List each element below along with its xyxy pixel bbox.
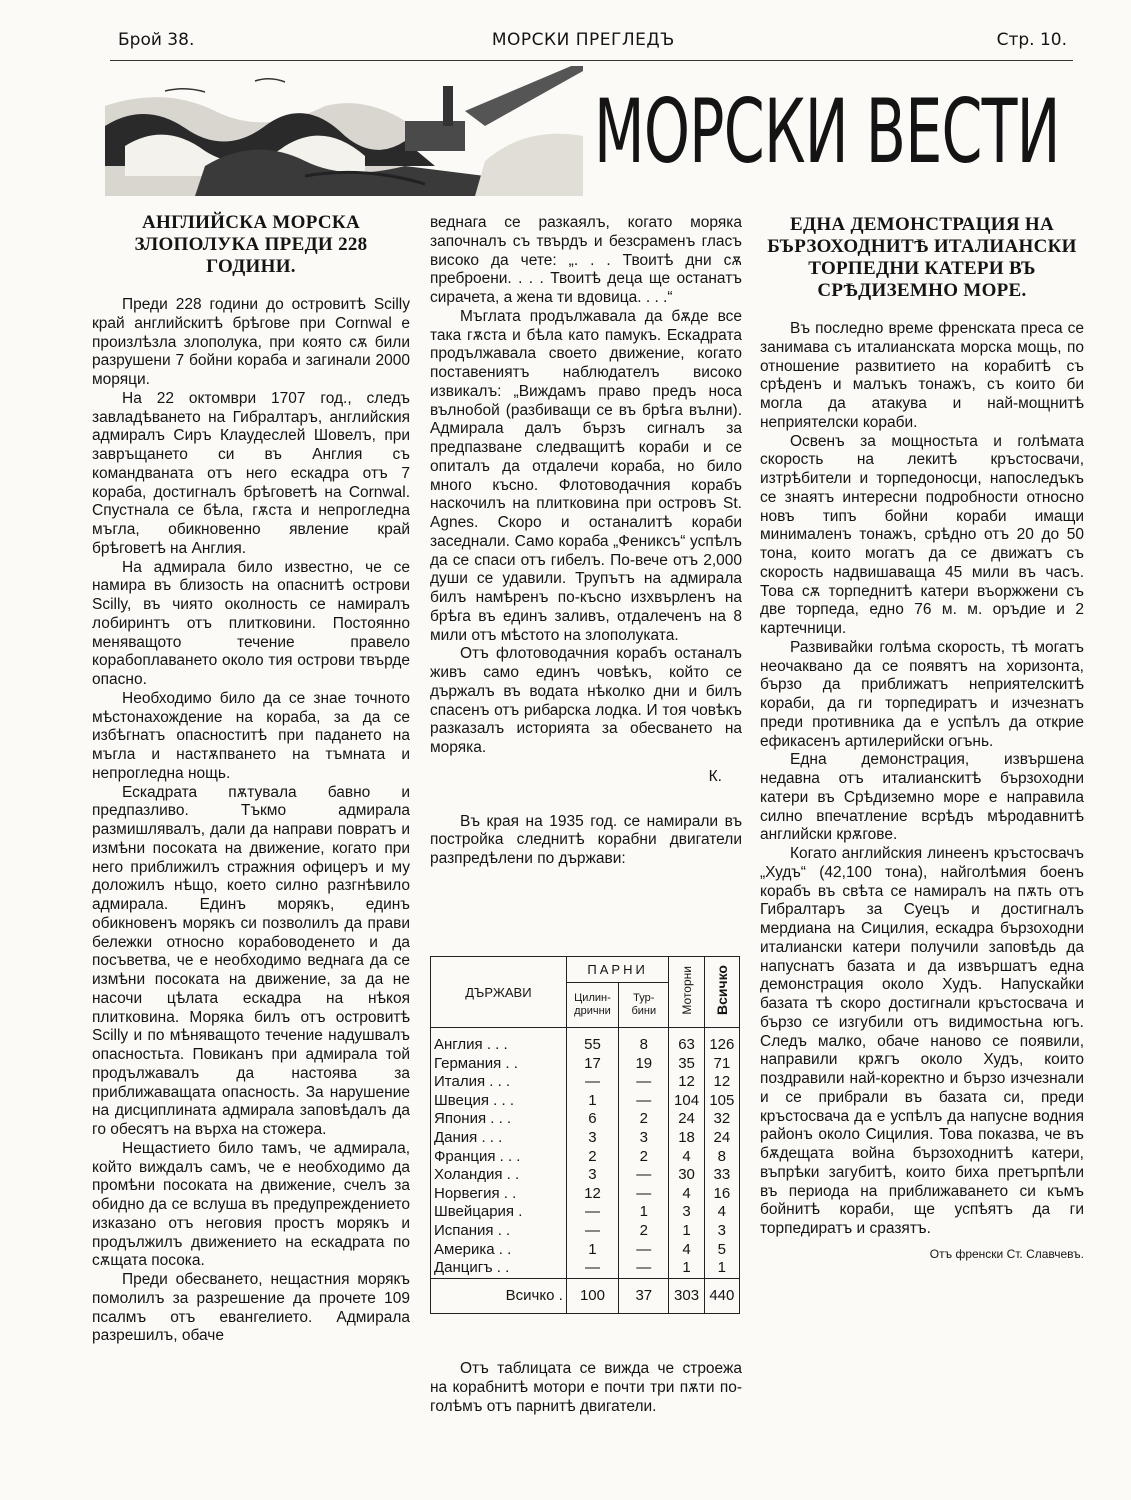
cell-cyl: 3 bbox=[566, 1129, 618, 1148]
total-total: 440 bbox=[704, 1278, 739, 1313]
cell-cyl: — bbox=[566, 1203, 618, 1222]
cell-total: 126 bbox=[704, 1028, 739, 1055]
article-column-1 bbox=[92, 212, 410, 1346]
table-row bbox=[431, 1092, 740, 1111]
cell-country: Италия . . . bbox=[431, 1073, 567, 1092]
cell-turb: 8 bbox=[619, 1028, 669, 1055]
cell-cyl: 55 bbox=[566, 1028, 618, 1055]
total-country: Всичко . bbox=[431, 1278, 567, 1313]
engines-table bbox=[430, 956, 740, 1314]
cell-country: Швеция . . . bbox=[431, 1092, 567, 1111]
cell-motor: 1 bbox=[669, 1222, 704, 1241]
article2-title: ЕДНА ДЕМОНСТРАЦИЯ НА БЪРЗОХОДНИТѢ ИТАЛИАНСКИ ТОРПЕДНИ КАТЕРИ ВЪ СРѢДИЗЕМНО МОРЕ. bbox=[767, 214, 1077, 301]
cell-turb: 19 bbox=[619, 1055, 669, 1074]
table-row bbox=[431, 1129, 740, 1148]
cell-cyl: 6 bbox=[566, 1110, 618, 1129]
table-conclusion: Отъ таблицата се вижда че строежа на корабнитѣ мотори е почти три пѫти по-голѣмъ отъ парнитѣ двигатели. bbox=[430, 1360, 742, 1415]
cell-total: 4 bbox=[704, 1203, 739, 1222]
col-cyl: Цилин-дрични bbox=[566, 983, 618, 1028]
cell-cyl: 2 bbox=[566, 1148, 618, 1167]
cell-motor: 4 bbox=[669, 1185, 704, 1204]
cell-country: Германия . . bbox=[431, 1055, 567, 1074]
total-turb: 37 bbox=[619, 1278, 669, 1313]
cell-cyl: 1 bbox=[566, 1092, 618, 1111]
cell-motor: 35 bbox=[669, 1055, 704, 1074]
cell-country: Холандия . . bbox=[431, 1166, 567, 1185]
paragraph: Когато английския линеенъ кръстосвачъ „Худъ“ (42,100 тона), найголѣмия боенъ корабъ въ свѣта се намиралъ на пѫть отъ Гибралтаръ за Суецъ и достигналъ мердиана на Сицилия, ескадра бързоходни италиански катери получили заповѣдь да напуснатъ базата и да извършатъ една демонстрация около Худъ. Напускайки базата тѣ скоро достигнали кръстосвача и бързо се изгубили отъ видимостьна югъ. Следъ малко, обаче наново се появили, направили крѫгъ около Худъ, които поздравили най-коректно и бързо изчезнали и се прибрали въ базата си, преди кръстосвача да е успѣлъ да напусне водния районъ около Сицилия. Това показва, че въ бѫдещата война бързоходнитѣ катери, въпрѣки загубитѣ, които биха претърпѣли въ периода на приближаването си къмъ бойнитѣ кораби, ще успѣятъ да ги торпедиратъ и сразятъ. bbox=[760, 845, 1084, 1237]
section-masthead: МОРСКИ ВЕСТИ bbox=[594, 80, 1060, 183]
table-row bbox=[431, 1259, 740, 1278]
cell-turb: 3 bbox=[619, 1129, 669, 1148]
col-turb: Тур-бини bbox=[619, 983, 669, 1028]
paragraph: Освенъ за мощностьта и голѣмата скорость на лекитѣ кръстосвачи, изтрѣбители и торпедоносци, напоследъкъ се знаятъ интересни подробности относно новъ типъ бойни кораби имащи минималенъ тонажъ, срѣдно отъ 20 до 50 тона, които могатъ да се движатъ съ скорость надвишаваща 45 мили въ часъ. Това сѫ торпеднитѣ катери въоржжени съ две торпеда, едно 76 м. м. оръдие и 2 картечници. bbox=[760, 432, 1084, 637]
paragraph: На адмирала било известно, че се намира въ близость на опаснитѣ острови Scilly, въ чиято околность се намиралъ лобиринтъ отъ плитковини. Постоянно меняващото течение правело корабоплаването около тия острови твърде опасно. bbox=[92, 558, 410, 688]
paragraph: Една демонстрация, извършена недавна отъ италианскитѣ бързоходни катери въ Срѣдиземно море е направила силно впечатление всрѣдъ мѣродавнитѣ английски крѫгове. bbox=[760, 751, 1084, 844]
paragraph: Отъ флотоводачния корабъ останалъ живъ само единъ човѣкъ, който се държалъ въ водата нѣколко дни и билъ спасенъ отъ рибарска лодка. И тоя човѣкъ разказалъ историята за обесването на моряка. bbox=[430, 645, 742, 756]
cell-motor: 1 bbox=[669, 1259, 704, 1278]
cell-cyl: 17 bbox=[566, 1055, 618, 1074]
cell-total: 105 bbox=[704, 1092, 739, 1111]
table-row bbox=[431, 1028, 740, 1055]
cell-total: 3 bbox=[704, 1222, 739, 1241]
table-row bbox=[431, 1055, 740, 1074]
cell-total: 12 bbox=[704, 1073, 739, 1092]
paragraph: Преди 228 години до островитѣ Scilly край английскитѣ брѣгове при Cornwal е произлѣзла злополука, при която сѫ били разрушени 7 бойни кораба и загинали 2000 моряци. bbox=[92, 296, 410, 388]
cell-turb: — bbox=[619, 1259, 669, 1278]
col-steam: ПАРНИ bbox=[566, 957, 669, 983]
cell-turb: 2 bbox=[619, 1110, 669, 1129]
cell-country: Испания . . bbox=[431, 1222, 567, 1241]
paragraph: Ескадрата пѫтувала бавно и предпазливо. Тъкмо адмирала размишлявалъ, дали да направи повратъ и измѣни посоката на движение, когато при него приближилъ стражния офицеръ и му доложилъ нѣщо, което силно разгнѣвило адмирала. Единъ морякъ, единъ обикновенъ морякъ си позволилъ да прави бележки относно корабоводенето и да посъветва, че е необходимо веднага да се измѣни посоката на движение, за да не насочи цѣлата ескадра на нѣкоя плитковина. Моряка билъ отъ островитѣ Scilly и по мѣняващото течение надушвалъ опасностьта. Повиканъ при адмирала той продължавалъ да настоява за приближаващата опасность. За нарушение на дисциплината адмирала заповѣдалъ да го обесятъ на върха на стожера. bbox=[92, 783, 410, 1138]
cell-motor: 12 bbox=[669, 1073, 704, 1092]
cell-country: Норвегия . . bbox=[431, 1185, 567, 1204]
cell-motor: 3 bbox=[669, 1203, 704, 1222]
paragraph: Развивайки голѣма скорость, тѣ могатъ неочаквано да се появятъ на хоризонта, бързо да приближатъ неприятелскитѣ кораби, да ги торпедиратъ и изчезнатъ преди противника да е успѣлъ да открие ефикасенъ артилерийски огънь. bbox=[760, 638, 1084, 750]
cell-country: Франция . . . bbox=[431, 1148, 567, 1167]
cell-total: 1 bbox=[704, 1259, 739, 1278]
paragraph: Преди обесването, нещастния морякъ помолилъ за разрешение да прочете 109 псалмъ отъ евангелието. Адмирала разрешилъ, обаче bbox=[92, 1271, 410, 1345]
table-row bbox=[431, 1148, 740, 1167]
article2-credit: Отъ френски Ст. Славчевъ. bbox=[929, 1246, 1084, 1261]
table-row bbox=[431, 1073, 740, 1092]
table-intro: Въ края на 1935 год. се намирали въ постройка следнитѣ корабни двигатели разпредѣлени по държави: bbox=[430, 812, 742, 867]
cell-turb: 2 bbox=[619, 1148, 669, 1167]
cell-motor: 4 bbox=[669, 1148, 704, 1167]
header-rule bbox=[110, 60, 1073, 61]
cell-motor: 4 bbox=[669, 1241, 704, 1260]
table-row bbox=[431, 1185, 740, 1204]
journal-title: МОРСКИ ПРЕГЛЕДЪ bbox=[491, 30, 675, 50]
cell-turb: — bbox=[619, 1185, 669, 1204]
cell-motor: 24 bbox=[669, 1110, 704, 1129]
sea-illustration bbox=[105, 66, 583, 196]
cell-turb: 1 bbox=[619, 1203, 669, 1222]
cell-total: 8 bbox=[704, 1148, 739, 1167]
cell-motor: 104 bbox=[669, 1092, 704, 1111]
paragraph: Въ последно време френската преса се занимава съ италианската морска мощь, по отношение развитието на корабитѣ съ срѣденъ и малъкъ тонажъ, съ които би могла да атакува и най-мощнитѣ неприятелски кораби. bbox=[760, 320, 1084, 431]
cell-country: Данцигъ . . bbox=[431, 1259, 567, 1278]
article-column-2 bbox=[430, 214, 742, 869]
cell-cyl: 12 bbox=[566, 1185, 618, 1204]
cell-total: 16 bbox=[704, 1185, 739, 1204]
total-cyl: 100 bbox=[566, 1278, 618, 1313]
cell-total: 5 bbox=[704, 1241, 739, 1260]
cell-turb: — bbox=[619, 1092, 669, 1111]
cell-country: Швейцария . bbox=[431, 1203, 567, 1222]
cell-total: 71 bbox=[704, 1055, 739, 1074]
cell-motor: 30 bbox=[669, 1166, 704, 1185]
paragraph: Необходимо било да се знае точното мѣстонахождение на кораба, за да се избѣгнатъ опасноститѣ при падането на мъгла и настѫпването на тъмната и непрогледна нощь. bbox=[92, 689, 410, 782]
issue-number: Брой 38. bbox=[118, 30, 195, 50]
col-country: ДЪРЖАВИ bbox=[431, 957, 567, 1028]
cell-country: Англия . . . bbox=[431, 1028, 567, 1055]
cell-cyl: 1 bbox=[566, 1241, 618, 1260]
cell-total: 24 bbox=[704, 1129, 739, 1148]
total-motor: 303 bbox=[669, 1278, 704, 1313]
article-column-3 bbox=[760, 214, 1084, 1264]
table-row bbox=[431, 1166, 740, 1185]
cell-turb: — bbox=[619, 1241, 669, 1260]
article1-title: АНГЛИЙСКА МОРСКА ЗЛОПОЛУКА ПРЕДИ 228 ГОДИНИ. bbox=[134, 212, 368, 277]
cell-turb: 2 bbox=[619, 1222, 669, 1241]
cell-cyl: 3 bbox=[566, 1166, 618, 1185]
cell-turb: — bbox=[619, 1073, 669, 1092]
table-row bbox=[431, 1222, 740, 1241]
col-motor: Моторни bbox=[679, 965, 694, 1015]
cell-total: 32 bbox=[704, 1110, 739, 1129]
article1-signature: К. bbox=[708, 767, 722, 785]
cell-total: 33 bbox=[704, 1166, 739, 1185]
paragraph: Нещастието било тамъ, че адмирала, който виждалъ самъ, че е необходимо да промѣни посоката на движение, счелъ за обидно да се вслуша въ предупреждението изказано отъ неговия простъ морякъ и продължилъ движението на ескадрата по сѫщата посока. bbox=[92, 1139, 410, 1270]
cell-country: Япония . . . bbox=[431, 1110, 567, 1129]
table-total-row bbox=[431, 1278, 740, 1313]
table-row bbox=[431, 1241, 740, 1260]
col-total: Всичко bbox=[713, 964, 730, 1015]
paragraph: веднага се разкаялъ, когато моряка започналъ съ твърдъ и безсраменъ гласъ високо да чете: „. . . Твоитѣ дни сѫ преброени. . . . Твоитѣ деца ще останатъ сирачета, а жена ти вдовица. . . .“ bbox=[430, 214, 742, 306]
paragraph: На 22 октомври 1707 год., следъ завладѣването на Гибралтаръ, английския адмиралъ Сиръ Клаудеслей Шовелъ, при завръщането си въ Англия съ командваната отъ него ескадра отъ 7 кораба, достигналъ брѣговетѣ на Cornwal. Спустнала се бѣла, гѫста и непрогледна мъгла, обикновенно явление край брѣговетѣ на Англия. bbox=[92, 389, 410, 557]
table-row bbox=[431, 1203, 740, 1222]
cell-country: Дания . . . bbox=[431, 1129, 567, 1148]
page-header bbox=[118, 30, 1067, 56]
cell-country: Америка . . bbox=[431, 1241, 567, 1260]
cell-turb: — bbox=[619, 1166, 669, 1185]
table-row bbox=[431, 1110, 740, 1129]
cell-motor: 63 bbox=[669, 1028, 704, 1055]
cell-cyl: — bbox=[566, 1073, 618, 1092]
cell-cyl: — bbox=[566, 1259, 618, 1278]
table-conclusion-block bbox=[430, 1360, 742, 1416]
cell-cyl: — bbox=[566, 1222, 618, 1241]
paragraph: Мъглата продължавала да бѫде все така гѫста и бѣла като памукъ. Ескадрата продължавала своето движение, когато поставениятъ наблюдателъ високо извикалъ: „Виждамъ право предъ носа вълнобой (разбиващи се въ брѣга вълни). Адмирала далъ бързъ сигналъ за предпазване следващитѣ кораби и се опиталъ да отдалечи кораба, но било много късно. Флотоводачния корабъ наскочилъ на плитковина при островъ St. Agnes. Скоро и останалитѣ кораби заседнали. Само кораба „Фениксъ“ успѣлъ да се спаси отъ гибелъ. По-вече отъ 2,000 души се удавили. Трупътъ на адмирала билъ намѣренъ по-късно изхвърленъ на брѣга въ единъ заливъ, отдалеченъ на 8 мили отъ мѣстото на злополуката. bbox=[430, 307, 742, 644]
page-number: Стр. 10. bbox=[996, 30, 1067, 50]
cell-motor: 18 bbox=[669, 1129, 704, 1148]
